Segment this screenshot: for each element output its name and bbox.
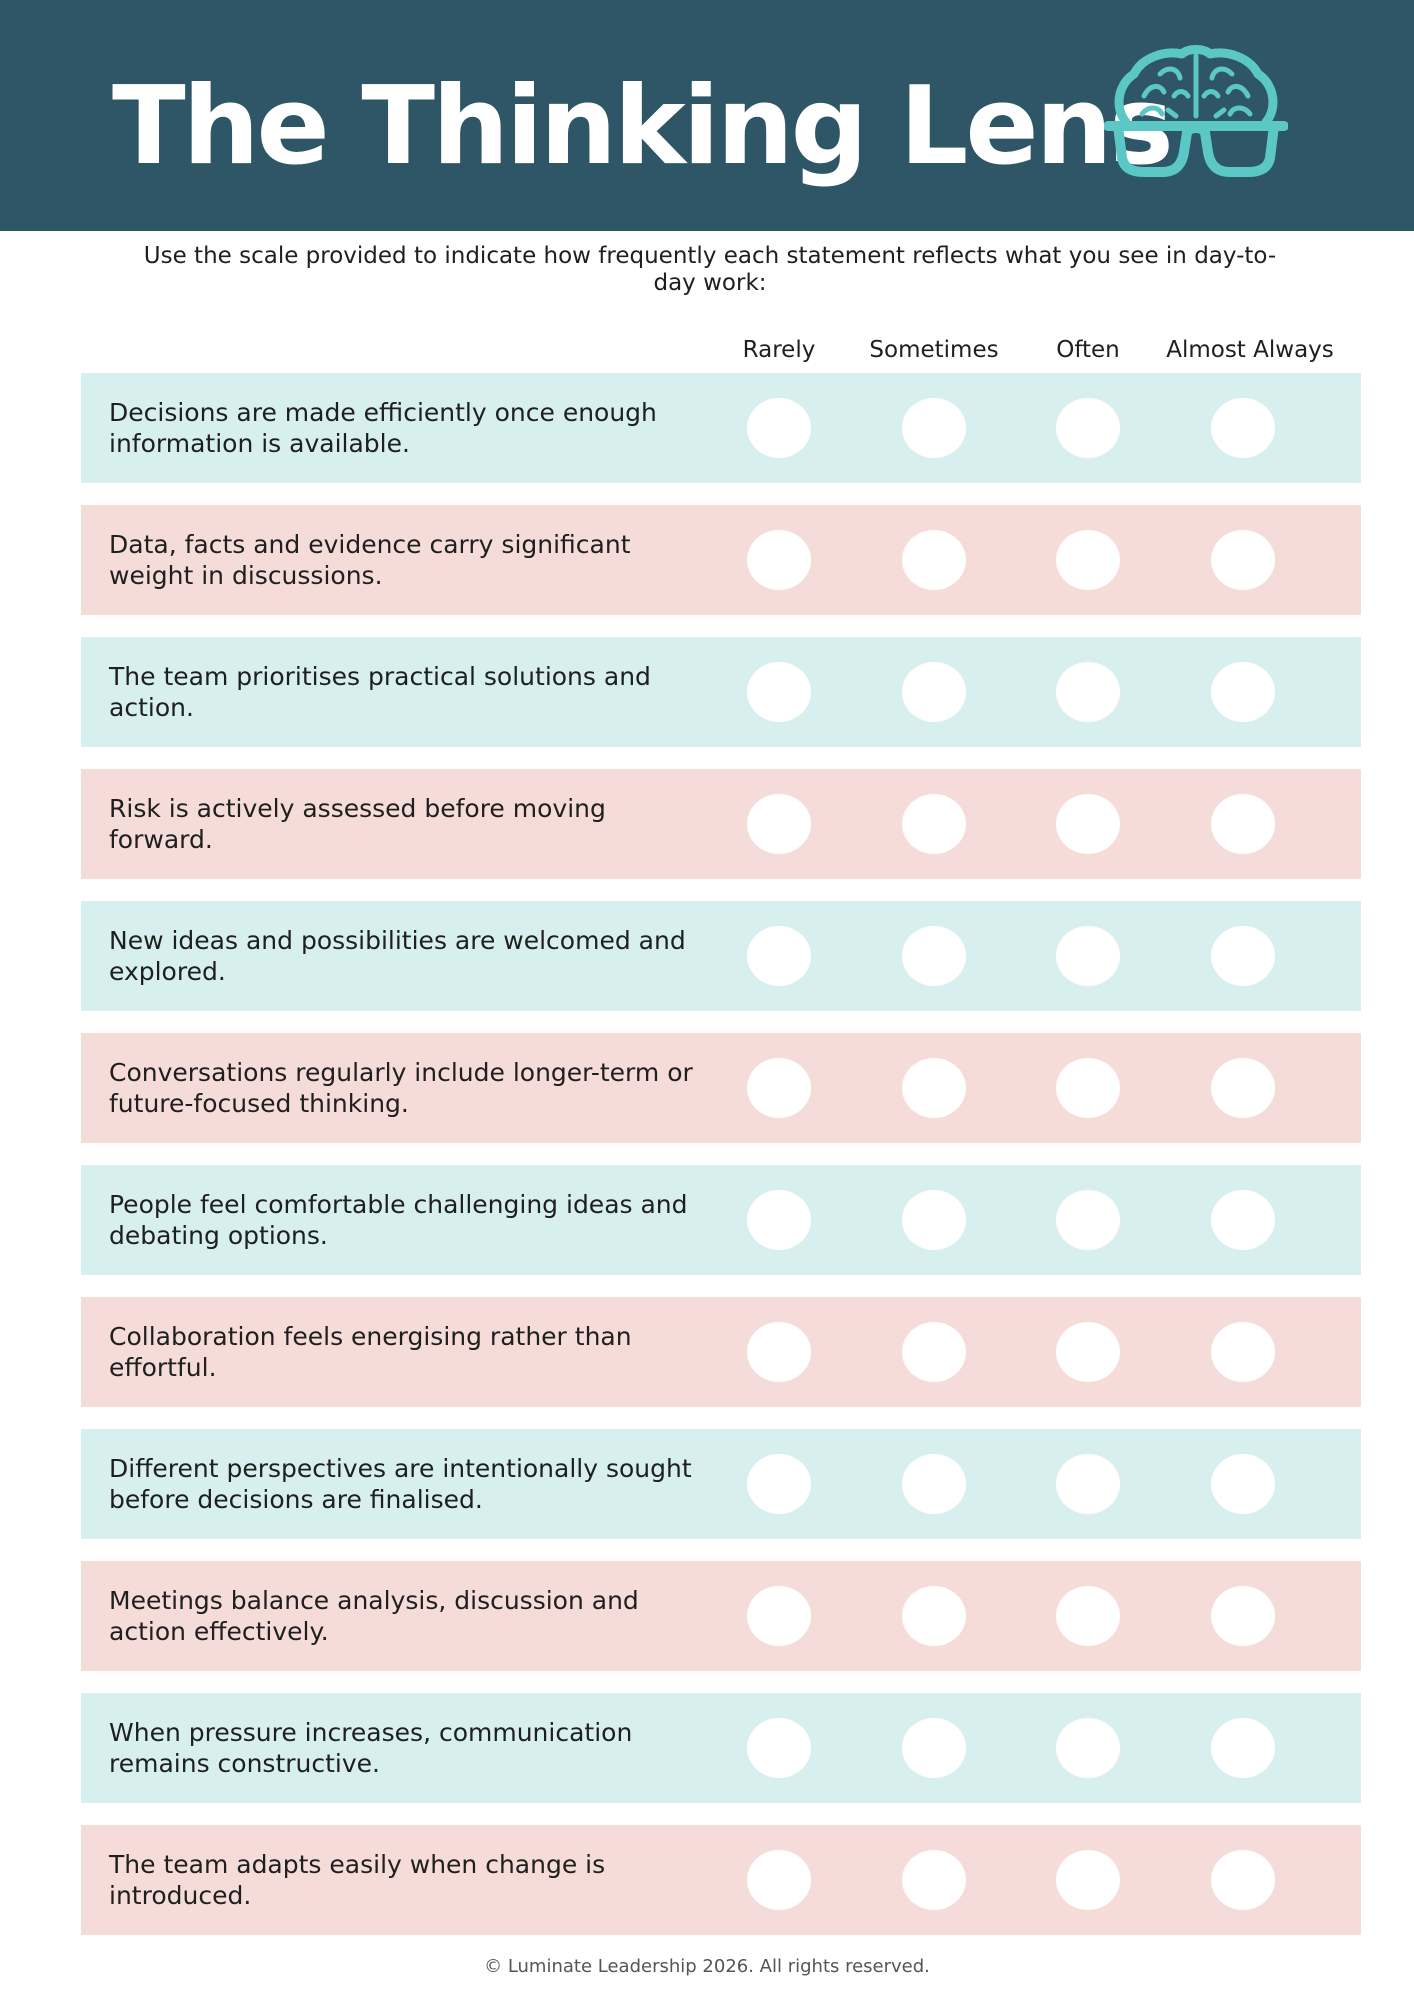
rating-sometimes-radio[interactable] [902,530,966,590]
rating-almost-always-radio[interactable] [1211,1322,1275,1382]
rating-often-radio[interactable] [1056,1190,1120,1250]
rating-often-radio[interactable] [1056,794,1120,854]
rating-often-radio[interactable] [1056,1058,1120,1118]
scale-label-almost-always: Almost Always [1166,337,1334,363]
statement-text: Data, facts and evidence carry significant weight in discussions. [109,530,631,590]
rating-almost-always-radio[interactable] [1211,1058,1275,1118]
rating-sometimes-radio[interactable] [902,1190,966,1250]
survey-row [81,373,1361,483]
statement-text: Different perspectives are intentionally sought before decisions are finalised. [109,1454,692,1514]
statement-text: The team adapts easily when change is introduced. [109,1850,606,1910]
survey-row [81,1429,1361,1539]
statement-text: Conversations regularly include longer-term or future-focused thinking. [109,1058,693,1118]
rating-rarely-radio[interactable] [747,794,811,854]
rating-almost-always-radio[interactable] [1211,1190,1275,1250]
survey-row [81,901,1361,1011]
scale-label-rarely: Rarely [742,337,816,363]
survey-row [81,1033,1361,1143]
rating-sometimes-radio[interactable] [902,1454,966,1514]
survey-row [81,1165,1361,1275]
survey-row [81,1693,1361,1803]
rating-sometimes-radio[interactable] [902,1850,966,1910]
rating-often-radio[interactable] [1056,1322,1120,1382]
rating-rarely-radio[interactable] [747,926,811,986]
rating-almost-always-radio[interactable] [1211,1718,1275,1778]
page-header [0,0,1414,231]
rating-rarely-radio[interactable] [747,1058,811,1118]
statement-text: Risk is actively assessed before moving forward. [109,794,606,854]
survey-row [81,769,1361,879]
rating-almost-always-radio[interactable] [1211,662,1275,722]
statement-text: Meetings balance analysis, discussion and action effectively. [109,1586,639,1646]
rating-almost-always-radio[interactable] [1211,794,1275,854]
instructions-text: Use the scale provided to indicate how frequently each statement reflects what you see in day-to-day work: [143,243,1277,296]
rating-almost-always-radio[interactable] [1211,1454,1275,1514]
rating-almost-always-radio[interactable] [1211,530,1275,590]
rating-sometimes-radio[interactable] [902,1718,966,1778]
rating-rarely-radio[interactable] [747,1850,811,1910]
rating-rarely-radio[interactable] [747,398,811,458]
rating-almost-always-radio[interactable] [1211,398,1275,458]
statement-text: The team prioritises practical solutions and action. [109,662,651,722]
rating-often-radio[interactable] [1056,1454,1120,1514]
rating-often-radio[interactable] [1056,662,1120,722]
statement-text: People feel comfortable challenging ideas and debating options. [109,1190,688,1250]
rating-rarely-radio[interactable] [747,1322,811,1382]
statement-text: New ideas and possibilities are welcomed and explored. [109,926,686,986]
scale-header [0,334,1414,366]
rating-sometimes-radio[interactable] [902,1322,966,1382]
rating-often-radio[interactable] [1056,1718,1120,1778]
survey-row [81,1825,1361,1935]
rating-often-radio[interactable] [1056,926,1120,986]
rating-sometimes-radio[interactable] [902,398,966,458]
rating-often-radio[interactable] [1056,1850,1120,1910]
rating-often-radio[interactable] [1056,398,1120,458]
survey-row [81,637,1361,747]
survey-row [81,1561,1361,1671]
rating-rarely-radio[interactable] [747,662,811,722]
rating-sometimes-radio[interactable] [902,662,966,722]
survey-rows [81,373,1361,1957]
rating-almost-always-radio[interactable] [1211,1850,1275,1910]
rating-sometimes-radio[interactable] [902,926,966,986]
scale-label-sometimes: Sometimes [869,337,999,363]
rating-almost-always-radio[interactable] [1211,1586,1275,1646]
statement-text: Decisions are made efficiently once enough information is available. [109,398,657,458]
page-title: The Thinking Lens [112,64,1171,189]
rating-almost-always-radio[interactable] [1211,926,1275,986]
rating-rarely-radio[interactable] [747,1718,811,1778]
rating-sometimes-radio[interactable] [902,1586,966,1646]
rating-sometimes-radio[interactable] [902,1058,966,1118]
rating-rarely-radio[interactable] [747,530,811,590]
survey-row [81,505,1361,615]
statement-text: Collaboration feels energising rather than effortful. [109,1322,632,1382]
rating-often-radio[interactable] [1056,1586,1120,1646]
survey-row [81,1297,1361,1407]
rating-rarely-radio[interactable] [747,1454,811,1514]
copyright-footer: © Luminate Leadership 2026. All rights reserved. [484,1956,930,1977]
scale-label-often: Often [1056,337,1120,363]
rating-sometimes-radio[interactable] [902,794,966,854]
rating-rarely-radio[interactable] [747,1190,811,1250]
rating-often-radio[interactable] [1056,530,1120,590]
statement-text: When pressure increases, communication remains constructive. [109,1718,633,1778]
rating-rarely-radio[interactable] [747,1586,811,1646]
brain-glasses-icon [1104,44,1288,180]
